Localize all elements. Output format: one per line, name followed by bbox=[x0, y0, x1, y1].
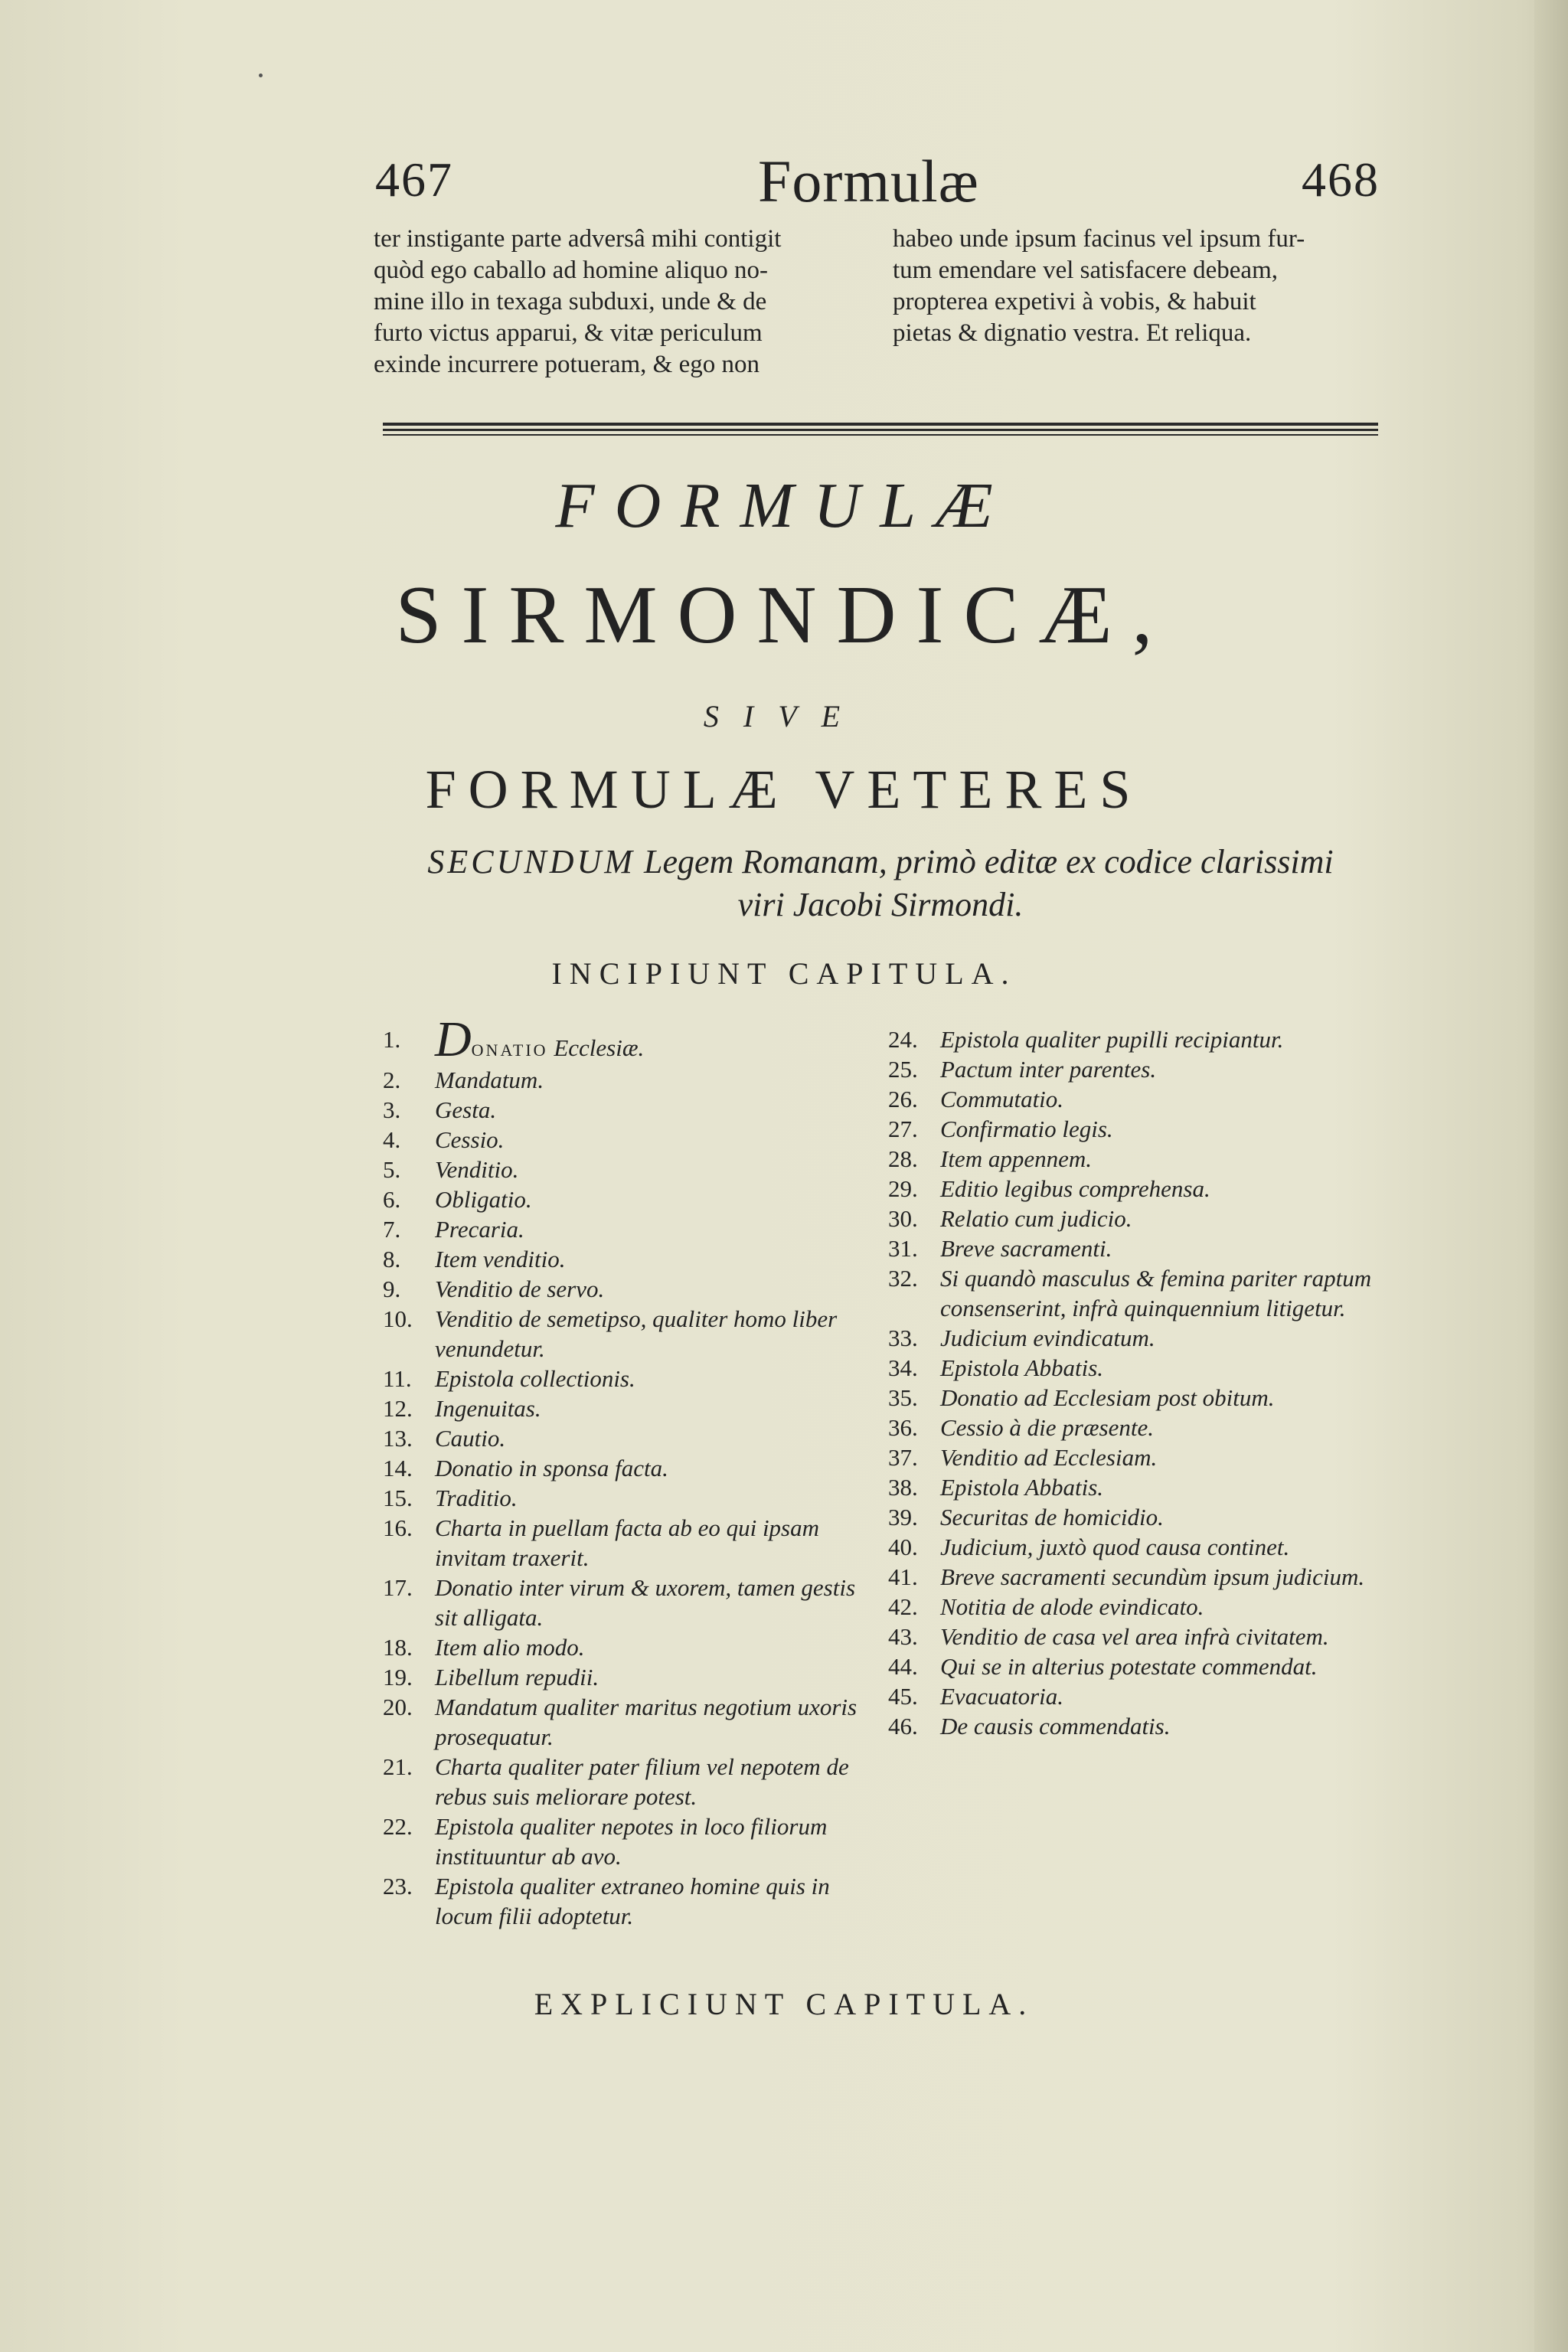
toc-entry bbox=[888, 1681, 1393, 1711]
toc-number: 3. bbox=[383, 1096, 401, 1123]
subtitle bbox=[383, 841, 1378, 926]
toc-title: Epistola Abbatis. bbox=[940, 1354, 1104, 1381]
toc-column-left bbox=[383, 1011, 873, 1931]
toc-number: 18. bbox=[383, 1634, 413, 1661]
toc-entry bbox=[383, 1632, 873, 1662]
toc-number: 12. bbox=[383, 1395, 413, 1422]
subtitle-rest: Legem Romanam, primò editæ ex codice clarissimi bbox=[643, 843, 1334, 880]
prose-line: tum emendare vel satisfacere debeam, bbox=[893, 256, 1278, 284]
toc-title: Venditio de casa vel area infrà civitatem. bbox=[940, 1623, 1329, 1650]
toc-number: 28. bbox=[888, 1145, 918, 1172]
toc-entry bbox=[888, 1622, 1393, 1651]
toc-title: Editio legibus comprehensa. bbox=[940, 1175, 1210, 1202]
toc-entry bbox=[888, 1442, 1393, 1472]
toc-number: 13. bbox=[383, 1425, 413, 1452]
toc-entry bbox=[888, 1413, 1393, 1442]
toc-title: Breve sacramenti. bbox=[940, 1235, 1112, 1262]
toc-title: Epistola qualiter pupilli recipiantur. bbox=[940, 1026, 1284, 1053]
toc-number: 2. bbox=[383, 1067, 401, 1093]
toc-entry bbox=[888, 1592, 1393, 1622]
toc-number: 40. bbox=[888, 1534, 918, 1560]
toc-title: Precaria. bbox=[435, 1216, 524, 1243]
running-title: Formulæ bbox=[758, 148, 979, 214]
toc-title: Commutatio. bbox=[940, 1086, 1064, 1112]
toc-number: 38. bbox=[888, 1474, 918, 1501]
section-rule-thin bbox=[383, 434, 1378, 436]
toc-title-rest: Ecclesiæ. bbox=[554, 1034, 645, 1061]
toc-title: Charta qualiter pater filium vel nepotem de rebus suis meliorare potest. bbox=[435, 1753, 849, 1810]
toc-entry bbox=[383, 1244, 873, 1274]
toc-title: Epistola qualiter extraneo homine quis in locum filii adoptetur. bbox=[435, 1873, 830, 1929]
toc-entry bbox=[888, 1054, 1393, 1084]
toc-title: Venditio de semetipso, qualiter homo liber venundetur. bbox=[435, 1305, 838, 1362]
subtitle-lead: SECUNDUM bbox=[427, 843, 635, 880]
toc-entry bbox=[383, 1011, 873, 1067]
toc-column-right bbox=[888, 1024, 1393, 1741]
toc-entry bbox=[888, 1353, 1393, 1383]
prose-line: mine illo in texaga subduxi, unde & de bbox=[374, 288, 767, 315]
toc-title: Breve sacramenti secundùm ipsum judicium. bbox=[940, 1563, 1365, 1590]
toc-number: 39. bbox=[888, 1504, 918, 1530]
toc-entry bbox=[888, 1233, 1393, 1263]
subtitle-line2: viri Jacobi Sirmondi. bbox=[737, 886, 1024, 923]
toc-entry bbox=[383, 1125, 873, 1155]
page-number-left: 467 bbox=[375, 152, 453, 207]
toc-title: Pactum inter parentes. bbox=[940, 1056, 1157, 1083]
prose-line: quòd ego caballo ad homine aliquo no- bbox=[374, 256, 769, 284]
toc-entry bbox=[888, 1174, 1393, 1204]
toc-entry bbox=[383, 1095, 873, 1125]
toc-title: Evacuatoria. bbox=[940, 1683, 1063, 1710]
toc-title: Epistola qualiter nepotes in loco filiorum instituuntur ab avo. bbox=[435, 1813, 828, 1870]
toc-title: Qui se in alterius potestate commendat. bbox=[940, 1653, 1318, 1680]
toc-title: Obligatio. bbox=[435, 1186, 532, 1213]
toc-title: Item alio modo. bbox=[435, 1634, 585, 1661]
toc-number: 25. bbox=[888, 1056, 918, 1083]
section-rule-thick bbox=[383, 423, 1378, 426]
incipiunt-heading: INCIPIUNT CAPITULA. bbox=[551, 956, 1017, 991]
toc-number: 34. bbox=[888, 1354, 918, 1381]
toc-entry bbox=[888, 1084, 1393, 1114]
title-formulae-veteres: FORMULÆ VETERES bbox=[425, 759, 1143, 820]
prose-line: furto victus apparui, & vitæ periculum bbox=[374, 319, 763, 347]
toc-number: 43. bbox=[888, 1623, 918, 1650]
toc-title: Judicium evindicatum. bbox=[940, 1325, 1155, 1351]
toc-entry bbox=[383, 1184, 873, 1214]
toc-entry bbox=[888, 1472, 1393, 1502]
toc-entry bbox=[383, 1692, 873, 1752]
toc-entry bbox=[888, 1144, 1393, 1174]
toc-entry bbox=[888, 1383, 1393, 1413]
toc-entry bbox=[888, 1502, 1393, 1532]
toc-title bbox=[435, 1011, 873, 1067]
toc-title: Venditio de servo. bbox=[435, 1276, 605, 1302]
toc-title: Judicium, juxtò quod causa continet. bbox=[940, 1534, 1290, 1560]
toc-number: 8. bbox=[383, 1246, 401, 1272]
prose-line: habeo unde ipsum facinus vel ipsum fur- bbox=[893, 225, 1305, 253]
toc-number: 42. bbox=[888, 1593, 918, 1620]
toc-title: Ingenuitas. bbox=[435, 1395, 541, 1422]
toc-title: Gesta. bbox=[435, 1096, 497, 1123]
toc-entry bbox=[888, 1562, 1393, 1592]
toc-title: Cessio. bbox=[435, 1126, 505, 1153]
toc-number: 1. bbox=[383, 1026, 401, 1053]
toc-number: 21. bbox=[383, 1753, 413, 1780]
toc-entry bbox=[888, 1204, 1393, 1233]
toc-number: 24. bbox=[888, 1026, 918, 1053]
toc-title: Securitas de homicidio. bbox=[940, 1504, 1164, 1530]
toc-entry bbox=[383, 1811, 873, 1871]
prose-column-left bbox=[374, 224, 861, 381]
toc-number: 44. bbox=[888, 1653, 918, 1680]
expliciunt-heading: EXPLICIUNT CAPITULA. bbox=[534, 1987, 1034, 2021]
toc-title: Si quandò masculus & femina pariter raptum consenserint, infrà quinquennium litigetur. bbox=[940, 1265, 1372, 1321]
toc-title: Libellum repudii. bbox=[435, 1664, 599, 1690]
toc-entry bbox=[383, 1364, 873, 1393]
toc-number: 10. bbox=[383, 1305, 413, 1332]
toc-title: De causis commendatis. bbox=[940, 1713, 1171, 1740]
toc-title: Venditio. bbox=[435, 1156, 519, 1183]
toc-title: Mandatum qualiter maritus negotium uxoris prosequatur. bbox=[435, 1694, 858, 1750]
toc-entry bbox=[888, 1024, 1393, 1054]
toc-number: 27. bbox=[888, 1116, 918, 1142]
title-formulae: FORMULÆ bbox=[555, 470, 1013, 541]
toc-title: Item appennem. bbox=[940, 1145, 1092, 1172]
toc-entry bbox=[383, 1304, 873, 1364]
toc-number: 6. bbox=[383, 1186, 401, 1213]
toc-title: Item venditio. bbox=[435, 1246, 566, 1272]
toc-number: 14. bbox=[383, 1455, 413, 1481]
title-sive: SIVE bbox=[703, 699, 865, 733]
toc-number: 9. bbox=[383, 1276, 401, 1302]
page-number-right: 468 bbox=[1302, 152, 1380, 207]
toc-entry bbox=[383, 1871, 873, 1931]
toc-entry bbox=[888, 1323, 1393, 1353]
toc-number: 20. bbox=[383, 1694, 413, 1720]
toc-number: 22. bbox=[383, 1813, 413, 1840]
toc-entry bbox=[888, 1114, 1393, 1144]
prose-line: ter instigante parte adversâ mihi contigit bbox=[374, 225, 782, 253]
toc-title: Traditio. bbox=[435, 1485, 518, 1511]
toc-number: 26. bbox=[888, 1086, 918, 1112]
drop-cap: D bbox=[435, 1011, 472, 1067]
toc-number: 41. bbox=[888, 1563, 918, 1590]
toc-entry bbox=[383, 1423, 873, 1453]
prose-line: exinde incurrere potueram, & ego non bbox=[374, 351, 760, 378]
toc-number: 30. bbox=[888, 1205, 918, 1232]
section-rule-middle bbox=[383, 429, 1378, 431]
toc-entry bbox=[383, 1274, 873, 1304]
toc-title: Epistola Abbatis. bbox=[940, 1474, 1104, 1501]
toc-title: Venditio ad Ecclesiam. bbox=[940, 1444, 1158, 1471]
toc-entry bbox=[383, 1662, 873, 1692]
toc-title: Cessio à die præsente. bbox=[940, 1414, 1154, 1441]
toc-title: Donatio ad Ecclesiam post obitum. bbox=[940, 1384, 1275, 1411]
toc-title: Mandatum. bbox=[435, 1067, 544, 1093]
toc-entry bbox=[383, 1393, 873, 1423]
toc-number: 15. bbox=[383, 1485, 413, 1511]
ink-speck bbox=[259, 74, 263, 77]
toc-number: 35. bbox=[888, 1384, 918, 1411]
toc-entry bbox=[383, 1513, 873, 1573]
toc-number: 5. bbox=[383, 1156, 401, 1183]
toc-number: 23. bbox=[383, 1873, 413, 1900]
toc-entry bbox=[383, 1483, 873, 1513]
toc-title: Cautio. bbox=[435, 1425, 506, 1452]
toc-entry bbox=[888, 1263, 1393, 1323]
toc-number: 11. bbox=[383, 1365, 412, 1392]
toc-number: 29. bbox=[888, 1175, 918, 1202]
toc-entry bbox=[383, 1573, 873, 1632]
toc-title: Confirmatio legis. bbox=[940, 1116, 1113, 1142]
toc-entry bbox=[888, 1532, 1393, 1562]
toc-number: 19. bbox=[383, 1664, 413, 1690]
toc-entry bbox=[888, 1651, 1393, 1681]
prose-column-right bbox=[893, 224, 1380, 349]
toc-entry bbox=[383, 1214, 873, 1244]
toc-title: Epistola collectionis. bbox=[435, 1365, 635, 1392]
toc-number: 36. bbox=[888, 1414, 918, 1441]
toc-entry bbox=[888, 1711, 1393, 1741]
toc-number: 33. bbox=[888, 1325, 918, 1351]
small-caps: ONATIO bbox=[471, 1040, 548, 1060]
toc-number: 45. bbox=[888, 1683, 918, 1710]
toc-entry bbox=[383, 1065, 873, 1095]
toc-number: 7. bbox=[383, 1216, 401, 1243]
toc-number: 16. bbox=[383, 1514, 413, 1541]
toc-number: 32. bbox=[888, 1265, 918, 1292]
toc-number: 31. bbox=[888, 1235, 918, 1262]
title-sirmondicae: SIRMONDICÆ, bbox=[395, 570, 1173, 661]
toc-entry bbox=[383, 1155, 873, 1184]
toc-number: 4. bbox=[383, 1126, 401, 1153]
toc-title: Charta in puellam facta ab eo qui ipsam invitam traxerit. bbox=[435, 1514, 820, 1571]
toc-number: 46. bbox=[888, 1713, 918, 1740]
toc-number: 17. bbox=[383, 1574, 413, 1601]
toc-entry bbox=[383, 1453, 873, 1483]
prose-line: propterea expetivi à vobis, & habuit bbox=[893, 288, 1256, 315]
toc-number: 37. bbox=[888, 1444, 918, 1471]
toc-title: Donatio in sponsa facta. bbox=[435, 1455, 668, 1481]
prose-line: pietas & dignatio vestra. Et reliqua. bbox=[893, 319, 1252, 347]
toc-title: Relatio cum judicio. bbox=[940, 1205, 1132, 1232]
toc-entry bbox=[383, 1752, 873, 1811]
toc-title: Notitia de alode evindicato. bbox=[940, 1593, 1204, 1620]
toc-title: Donatio inter virum & uxorem, tamen gestis sit alligata. bbox=[435, 1574, 856, 1631]
